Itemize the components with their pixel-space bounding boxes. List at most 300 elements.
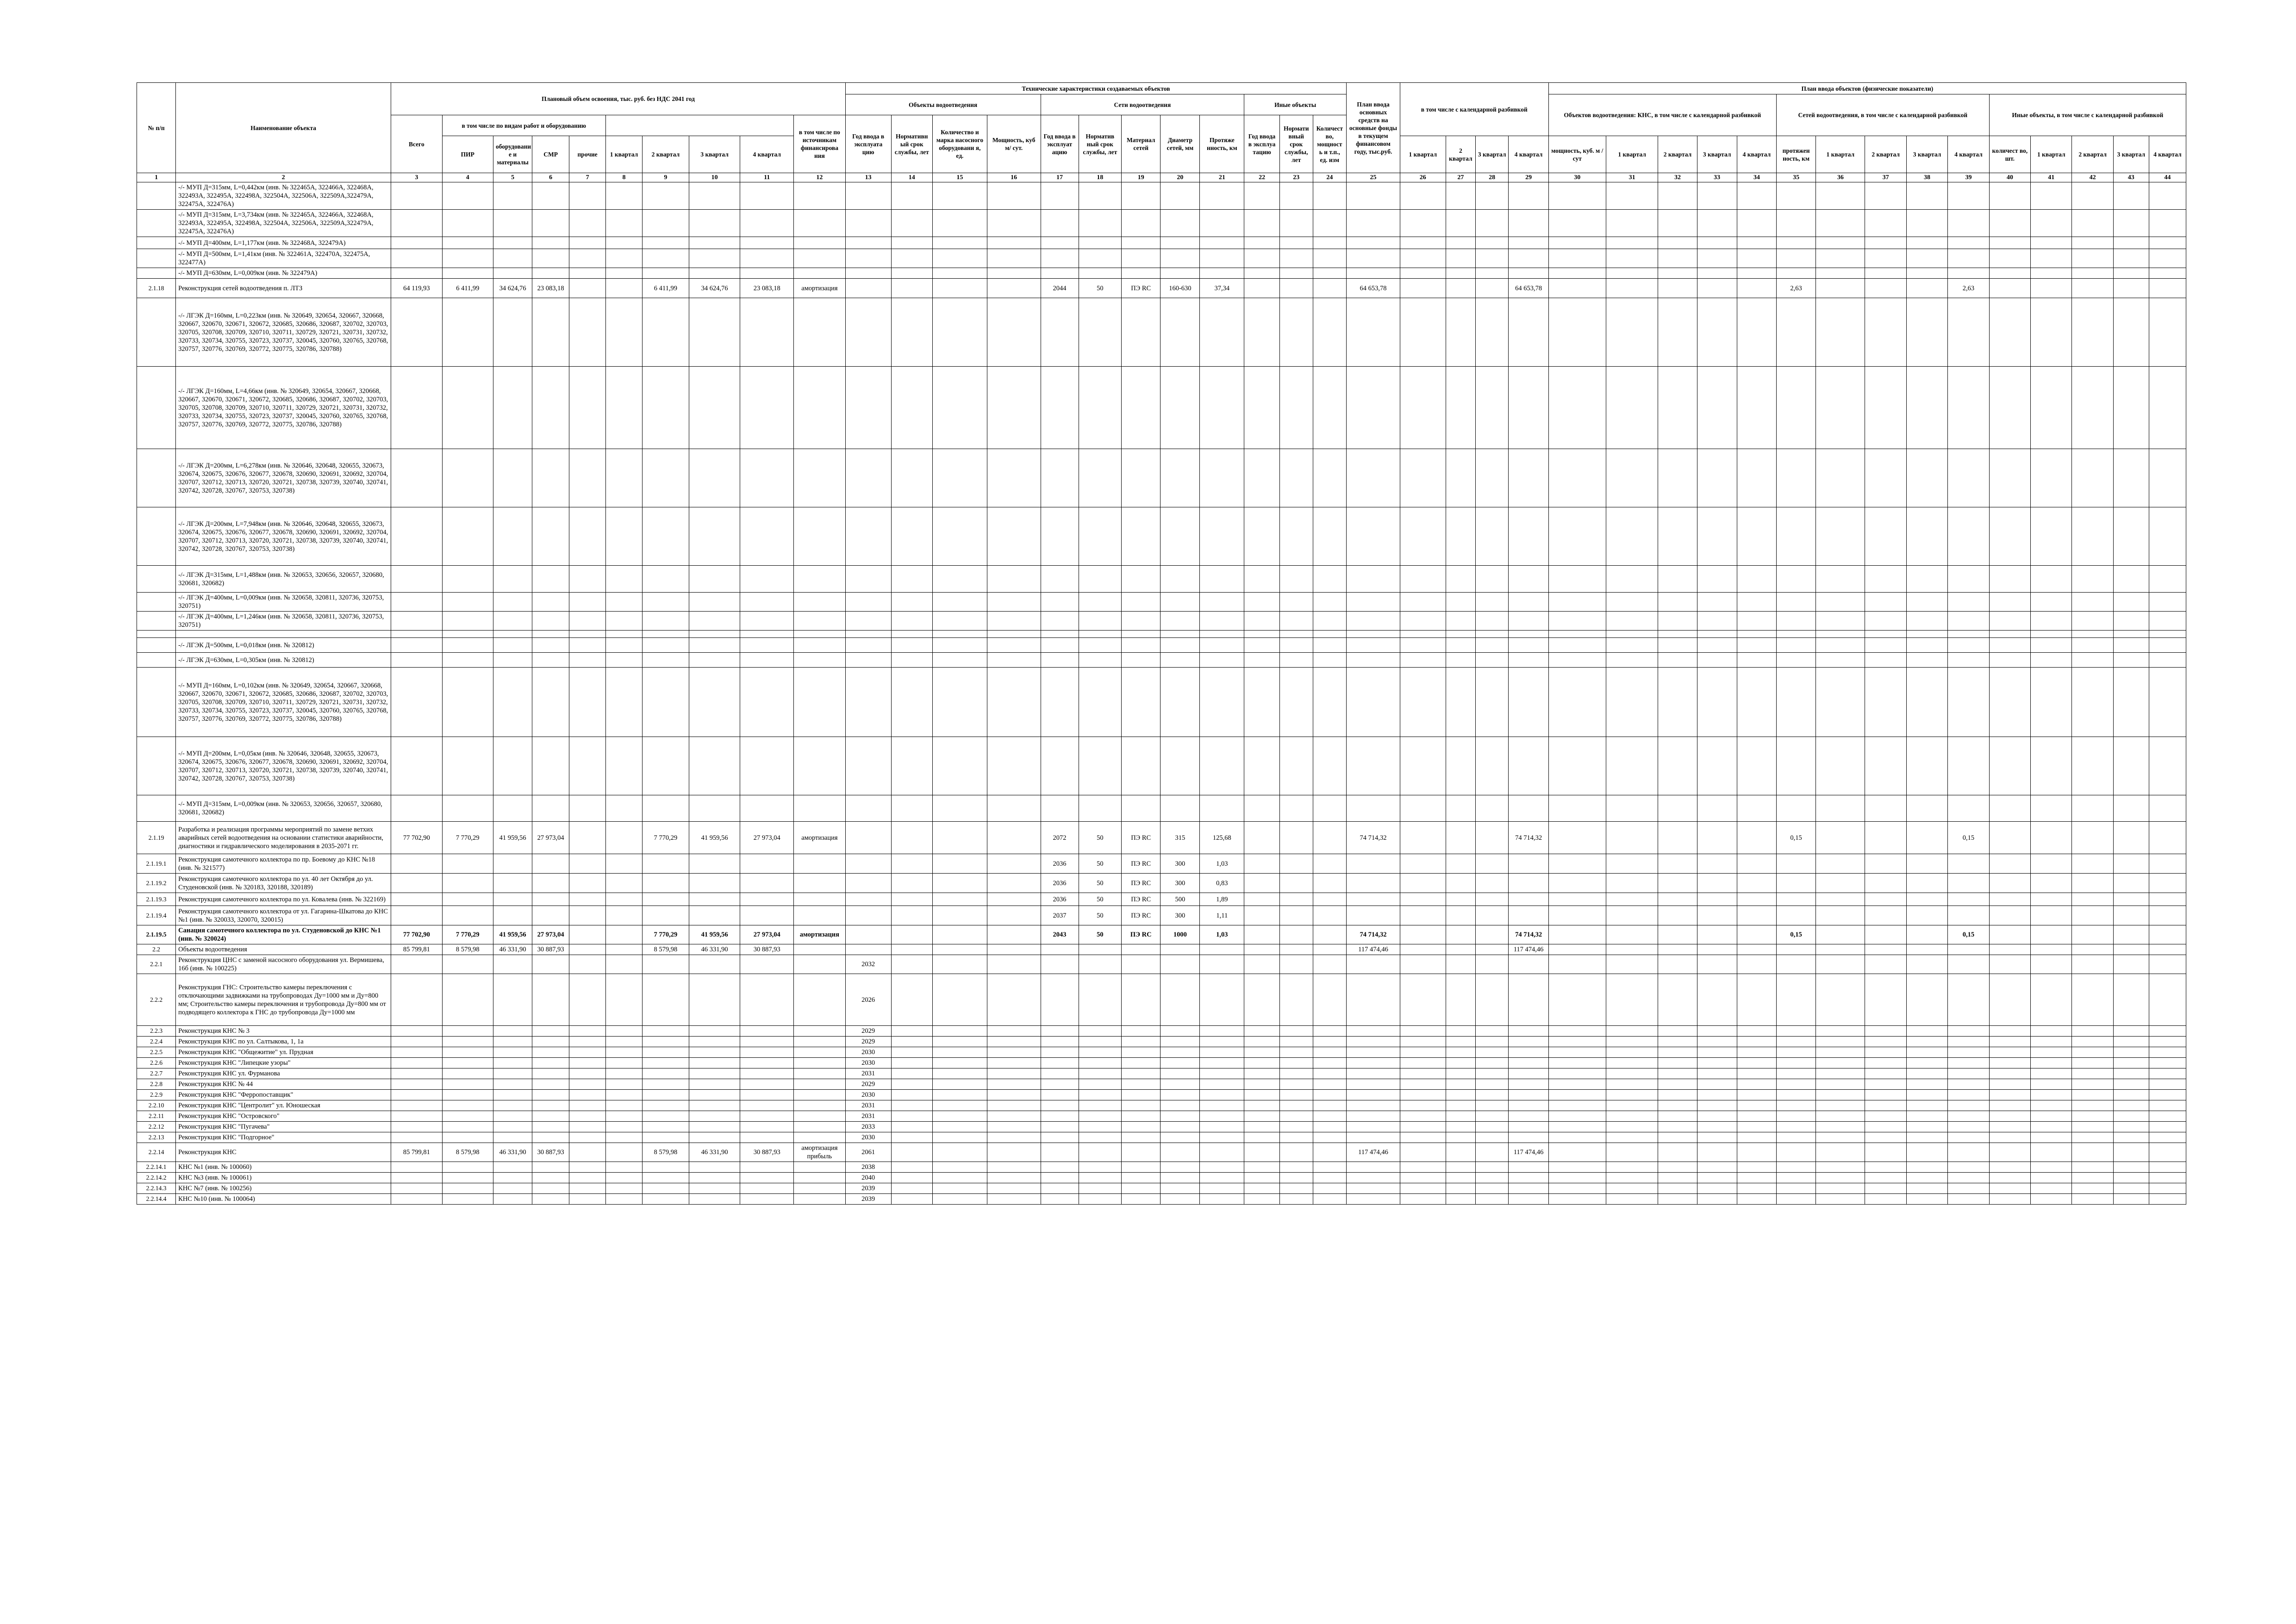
value-cell: [1865, 944, 1906, 955]
value-cell: [1776, 1047, 1816, 1058]
value-cell: [987, 737, 1041, 795]
value-cell: [891, 925, 932, 944]
value-cell: [1865, 1132, 1906, 1143]
value-cell: [442, 854, 493, 874]
object-name-cell: Реконструкция КНС "Липецкие узоры": [176, 1058, 391, 1068]
value-cell: [391, 854, 442, 874]
value-cell: [1548, 182, 1606, 210]
value-cell: [1737, 1122, 1776, 1132]
row-number-cell: 2.2.1: [137, 955, 176, 974]
value-cell: [1865, 367, 1906, 449]
header-cal-q4: 4 квартал: [1509, 136, 1548, 173]
value-cell: [1697, 593, 1737, 612]
value-cell: [845, 298, 891, 367]
value-cell: [987, 906, 1041, 925]
value-cell: ПЭ RC: [1122, 822, 1160, 854]
value-cell: 23 083,18: [532, 279, 569, 298]
value-cell: [606, 668, 643, 737]
value-cell: [1906, 1047, 1947, 1058]
value-cell: [1079, 1122, 1122, 1132]
value-cell: [1948, 298, 1989, 367]
table-row: [137, 449, 2186, 507]
value-cell: [1548, 1194, 1606, 1205]
value-cell: [2113, 507, 2149, 566]
row-number-cell: [137, 795, 176, 822]
value-cell: [1776, 268, 1816, 279]
value-cell: 23 083,18: [740, 279, 794, 298]
value-cell: [1737, 1143, 1776, 1162]
value-cell: [1313, 249, 1347, 268]
object-name-cell: КНС №3 (инв. № 100061): [176, 1173, 391, 1183]
value-cell: [2113, 249, 2149, 268]
value-cell: [987, 893, 1041, 906]
value-cell: [794, 1183, 846, 1194]
value-cell: [1400, 944, 1446, 955]
value-cell: [1606, 593, 1658, 612]
value-cell: [1548, 925, 1606, 944]
row-number-cell: 2.2.14.1: [137, 1162, 176, 1173]
value-cell: [569, 1143, 606, 1162]
header-oth-q3: 3 квартал: [2113, 136, 2149, 173]
value-cell: [1446, 925, 1475, 944]
value-cell: [689, 874, 740, 893]
column-number: 22: [1244, 173, 1280, 182]
value-cell: [493, 268, 532, 279]
value-cell: [794, 906, 846, 925]
value-cell: [642, 1047, 689, 1058]
value-cell: [2113, 1173, 2149, 1183]
value-cell: [1244, 1132, 1280, 1143]
value-cell: [1279, 974, 1313, 1026]
value-cell: [1989, 612, 2030, 631]
value-cell: [794, 795, 846, 822]
value-cell: [987, 237, 1041, 249]
value-cell: [1041, 249, 1079, 268]
value-cell: [740, 955, 794, 974]
value-cell: [987, 1132, 1041, 1143]
value-cell: [2072, 507, 2113, 566]
value-cell: [1244, 631, 1280, 638]
value-cell: [1816, 1047, 1865, 1058]
value-cell: [1279, 795, 1313, 822]
value-cell: [1122, 638, 1160, 653]
value-cell: [2072, 1143, 2113, 1162]
value-cell: [1737, 1068, 1776, 1079]
table-row: [137, 268, 2186, 279]
value-cell: [1313, 874, 1347, 893]
value-cell: [1122, 974, 1160, 1026]
value-cell: [391, 1122, 442, 1132]
value-cell: [1347, 449, 1400, 507]
object-name-cell: Реконструкция КНС "Общежитие" ул. Прудная: [176, 1047, 391, 1058]
value-cell: [532, 737, 569, 795]
column-number: 10: [689, 173, 740, 182]
value-cell: [1475, 955, 1509, 974]
value-cell: [569, 449, 606, 507]
value-cell: [1948, 1111, 1989, 1122]
column-number: 16: [987, 173, 1041, 182]
value-cell: [1989, 1173, 2030, 1183]
value-cell: [1658, 906, 1697, 925]
object-name-cell: Реконструкция КНС "Пугачева": [176, 1122, 391, 1132]
row-number-cell: 2.1.19.3: [137, 893, 176, 906]
row-number-cell: 2.1.19: [137, 822, 176, 854]
value-cell: [932, 249, 987, 268]
value-cell: [1776, 1162, 1816, 1173]
value-cell: 27 973,04: [532, 925, 569, 944]
value-cell: [1816, 593, 1865, 612]
value-cell: [1446, 1194, 1475, 1205]
value-cell: [1548, 507, 1606, 566]
value-cell: [1737, 1090, 1776, 1100]
value-cell: [642, 612, 689, 631]
value-cell: [1475, 906, 1509, 925]
value-cell: [1816, 507, 1865, 566]
column-number: 13: [845, 173, 891, 182]
value-cell: [932, 1173, 987, 1183]
value-cell: [1548, 974, 1606, 1026]
value-cell: [1400, 1047, 1446, 1058]
value-cell: [1816, 1068, 1865, 1079]
value-cell: [1658, 974, 1697, 1026]
value-cell: [1200, 955, 1244, 974]
value-cell: [1122, 1183, 1160, 1194]
value-cell: [794, 268, 846, 279]
object-name-cell: -/- ЛГЭК Д=160мм, L=0,223км (инв. № 320649, 320654, 320667, 320668, 320667, 320670, 320671, 320672, 320685, 320686, 320687, 320702, 320703, 320705, 320708, 320709, 320710, 320711, 320729, 320721, 320731, 320732, 320733, 320734, 320755, 320723, 320737, 320045, 320760, 320765, 320768, 320757, 320776, 320769, 320772, 320775, 320786, 320788): [176, 298, 391, 367]
value-cell: [1475, 1132, 1509, 1143]
value-cell: [606, 367, 643, 449]
value-cell: [2072, 1122, 2113, 1132]
value-cell: [493, 1194, 532, 1205]
value-cell: [1041, 944, 1079, 955]
value-cell: [1200, 1122, 1244, 1132]
value-cell: [1244, 1162, 1280, 1173]
value-cell: [1400, 298, 1446, 367]
value-cell: [442, 874, 493, 893]
value-cell: [1509, 874, 1548, 893]
value-cell: [532, 1162, 569, 1173]
value-cell: [1313, 279, 1347, 298]
value-cell: [1400, 974, 1446, 1026]
value-cell: 85 799,81: [391, 1143, 442, 1162]
value-cell: [2031, 1037, 2072, 1047]
value-cell: [2113, 1079, 2149, 1090]
value-cell: [794, 874, 846, 893]
value-cell: [569, 737, 606, 795]
value-cell: [932, 737, 987, 795]
value-cell: [1279, 638, 1313, 653]
column-number: 25: [1347, 173, 1400, 182]
value-cell: [2149, 893, 2186, 906]
value-cell: [2149, 1100, 2186, 1111]
value-cell: [642, 795, 689, 822]
value-cell: [569, 367, 606, 449]
value-cell: [1865, 1100, 1906, 1111]
value-cell: [391, 367, 442, 449]
row-number-cell: 2.2.14.3: [137, 1183, 176, 1194]
value-cell: [1122, 1090, 1160, 1100]
value-cell: [794, 1132, 846, 1143]
value-cell: [493, 1183, 532, 1194]
value-cell: [1041, 566, 1079, 593]
value-cell: [1313, 1162, 1347, 1173]
value-cell: 27 973,04: [740, 822, 794, 854]
value-cell: [1816, 182, 1865, 210]
value-cell: [1475, 279, 1509, 298]
column-number: 14: [891, 173, 932, 182]
value-cell: [1475, 1173, 1509, 1183]
value-cell: [1737, 893, 1776, 906]
value-cell: [1400, 1132, 1446, 1143]
value-cell: [1816, 1100, 1865, 1111]
value-cell: [1313, 1079, 1347, 1090]
value-cell: [1776, 906, 1816, 925]
header-other-life: Нормати вный срок службы, лет: [1279, 115, 1313, 173]
value-cell: [2149, 737, 2186, 795]
value-cell: [891, 1100, 932, 1111]
value-cell: [493, 182, 532, 210]
value-cell: [1244, 1173, 1280, 1183]
value-cell: [493, 1058, 532, 1068]
value-cell: [1244, 249, 1280, 268]
column-number: 8: [606, 173, 643, 182]
value-cell: [1865, 638, 1906, 653]
value-cell: [1160, 593, 1200, 612]
value-cell: [1776, 1122, 1816, 1132]
value-cell: [1122, 1132, 1160, 1143]
header-number: № п/п: [137, 83, 176, 173]
value-cell: [1948, 854, 1989, 874]
value-cell: [569, 974, 606, 1026]
value-cell: [2149, 593, 2186, 612]
value-cell: [391, 955, 442, 974]
value-cell: [2072, 874, 2113, 893]
header-pir: ПИР: [442, 136, 493, 173]
value-cell: [391, 1058, 442, 1068]
value-cell: [2113, 1026, 2149, 1037]
value-cell: [1400, 925, 1446, 944]
value-cell: [2149, 653, 2186, 668]
value-cell: [1989, 1183, 2030, 1194]
value-cell: [2113, 1100, 2149, 1111]
value-cell: [642, 653, 689, 668]
value-cell: [606, 1111, 643, 1122]
value-cell: [1122, 182, 1160, 210]
value-cell: [794, 1026, 846, 1037]
value-cell: [891, 268, 932, 279]
value-cell: [1446, 268, 1475, 279]
value-cell: 46 331,90: [493, 1143, 532, 1162]
value-cell: [1865, 566, 1906, 593]
value-cell: [2149, 1183, 2186, 1194]
table-header: [137, 83, 2186, 182]
value-cell: [740, 1132, 794, 1143]
value-cell: [1776, 1143, 1816, 1162]
value-cell: [1948, 955, 1989, 974]
value-cell: [569, 566, 606, 593]
value-cell: [1658, 925, 1697, 944]
value-cell: [1548, 249, 1606, 268]
value-cell: [532, 612, 569, 631]
value-cell: 2038: [845, 1162, 891, 1173]
value-cell: [1906, 925, 1947, 944]
value-cell: [606, 795, 643, 822]
value-cell: [1906, 1058, 1947, 1068]
value-cell: [740, 893, 794, 906]
header-total: Всего: [391, 115, 442, 173]
value-cell: [1347, 1047, 1400, 1058]
value-cell: [569, 906, 606, 925]
value-cell: [1200, 1026, 1244, 1037]
value-cell: [1160, 1183, 1200, 1194]
value-cell: [569, 668, 606, 737]
value-cell: [1446, 298, 1475, 367]
value-cell: [391, 1111, 442, 1122]
value-cell: [794, 974, 846, 1026]
value-cell: [1279, 1100, 1313, 1111]
value-cell: [1816, 737, 1865, 795]
value-cell: [1446, 822, 1475, 854]
value-cell: [1737, 1037, 1776, 1047]
value-cell: [642, 210, 689, 237]
value-cell: [2113, 1132, 2149, 1143]
value-cell: [2031, 925, 2072, 944]
column-number: 40: [1989, 173, 2030, 182]
value-cell: [1509, 1058, 1548, 1068]
value-cell: [569, 249, 606, 268]
value-cell: [1446, 944, 1475, 955]
column-number: 32: [1658, 173, 1697, 182]
value-cell: [532, 1068, 569, 1079]
value-cell: [2031, 906, 2072, 925]
value-cell: [1400, 237, 1446, 249]
value-cell: 2036: [1041, 874, 1079, 893]
value-cell: [642, 237, 689, 249]
value-cell: [794, 1068, 846, 1079]
value-cell: [2113, 974, 2149, 1026]
value-cell: [1475, 249, 1509, 268]
value-cell: [569, 507, 606, 566]
value-cell: [1658, 1100, 1697, 1111]
value-cell: [532, 1183, 569, 1194]
value-cell: [1446, 367, 1475, 449]
value-cell: [606, 249, 643, 268]
value-cell: [2031, 974, 2072, 1026]
value-cell: [794, 1173, 846, 1183]
value-cell: [1347, 1194, 1400, 1205]
value-cell: [2149, 566, 2186, 593]
value-cell: [1475, 1026, 1509, 1037]
value-cell: [740, 1079, 794, 1090]
value-cell: [987, 822, 1041, 854]
value-cell: [1313, 612, 1347, 631]
value-cell: [1200, 1079, 1244, 1090]
value-cell: 2030: [845, 1132, 891, 1143]
value-cell: [569, 1122, 606, 1132]
value-cell: [1400, 1162, 1446, 1173]
value-cell: [1989, 1068, 2030, 1079]
row-number-cell: [137, 566, 176, 593]
value-cell: [794, 182, 846, 210]
value-cell: ПЭ RC: [1122, 893, 1160, 906]
value-cell: [2149, 182, 2186, 210]
value-cell: 6 411,99: [442, 279, 493, 298]
value-cell: [569, 1068, 606, 1079]
value-cell: [1475, 182, 1509, 210]
value-cell: [1948, 449, 1989, 507]
value-cell: [845, 449, 891, 507]
value-cell: [1548, 822, 1606, 854]
value-cell: [1279, 925, 1313, 944]
value-cell: [1865, 1047, 1906, 1058]
value-cell: [1697, 1026, 1737, 1037]
value-cell: [1509, 737, 1548, 795]
value-cell: [689, 795, 740, 822]
value-cell: [1475, 1079, 1509, 1090]
value-cell: [391, 1047, 442, 1058]
value-cell: [493, 507, 532, 566]
value-cell: [740, 668, 794, 737]
value-cell: [606, 955, 643, 974]
value-cell: [932, 638, 987, 653]
value-cell: [1606, 795, 1658, 822]
value-cell: [1816, 237, 1865, 249]
value-cell: [606, 1194, 643, 1205]
value-cell: [1776, 298, 1816, 367]
value-cell: [1776, 653, 1816, 668]
value-cell: [1737, 1079, 1776, 1090]
value-cell: [1509, 612, 1548, 631]
value-cell: [1948, 1037, 1989, 1047]
value-cell: амортизация: [794, 279, 846, 298]
value-cell: [642, 268, 689, 279]
value-cell: [606, 925, 643, 944]
value-cell: [1400, 955, 1446, 974]
value-cell: [532, 449, 569, 507]
value-cell: [2113, 279, 2149, 298]
value-cell: [1347, 854, 1400, 874]
header-q1: 1 квартал: [606, 136, 643, 173]
value-cell: [1313, 638, 1347, 653]
value-cell: [1737, 638, 1776, 653]
value-cell: [1200, 1037, 1244, 1047]
value-cell: [2149, 1037, 2186, 1047]
value-cell: [642, 955, 689, 974]
value-cell: [794, 955, 846, 974]
value-cell: [532, 1026, 569, 1037]
value-cell: [845, 279, 891, 298]
value-cell: [1906, 1194, 1947, 1205]
value-cell: [1548, 1162, 1606, 1173]
value-cell: [1313, 906, 1347, 925]
value-cell: [1446, 1162, 1475, 1173]
value-cell: [1400, 1090, 1446, 1100]
value-cell: [1816, 854, 1865, 874]
value-cell: [642, 1058, 689, 1068]
value-cell: [932, 1162, 987, 1173]
value-cell: [794, 298, 846, 367]
value-cell: [1200, 1111, 1244, 1122]
value-cell: [1658, 1111, 1697, 1122]
value-cell: [493, 795, 532, 822]
value-cell: [1313, 955, 1347, 974]
value-cell: [2113, 449, 2149, 507]
object-name-cell: Реконструкция КНС по ул. Салтыкова, 1, 1а: [176, 1037, 391, 1047]
value-cell: [987, 507, 1041, 566]
value-cell: [1509, 367, 1548, 449]
header-net-q2: 2 квартал: [1865, 136, 1906, 173]
table-row: [137, 822, 2186, 854]
